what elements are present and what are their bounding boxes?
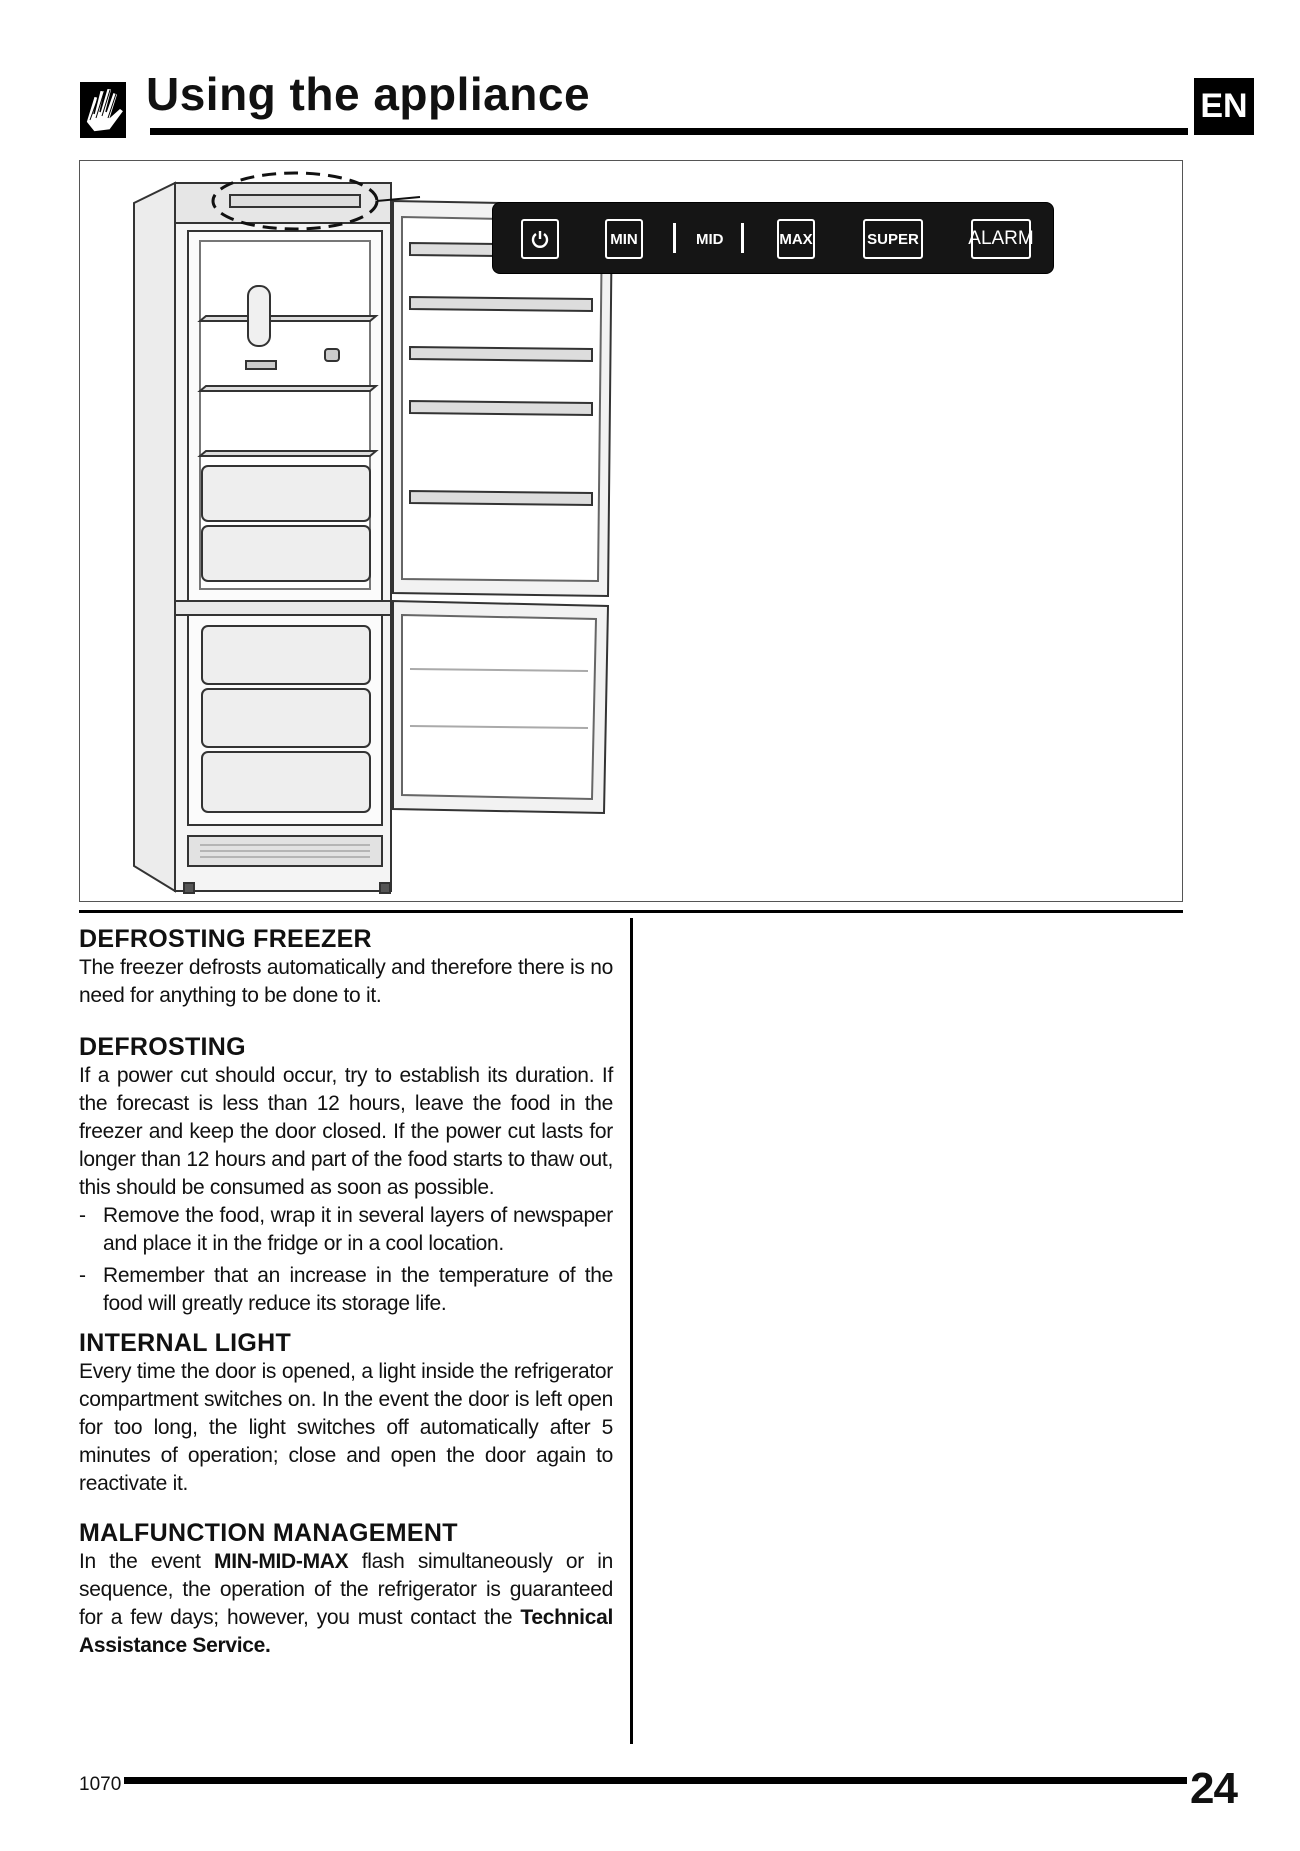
- bullet-marker: -: [79, 1204, 86, 1227]
- fridge-illustration-frame: [79, 160, 1183, 902]
- power-icon: [530, 229, 550, 249]
- body-malfunction-management: [79, 1548, 613, 1660]
- section-rule: [79, 910, 1183, 913]
- power-button[interactable]: [521, 219, 559, 259]
- bold-text: Technical Assistance Service.: [79, 1606, 613, 1657]
- text-column: [79, 924, 613, 1660]
- bullet-text: Remove the food, wrap it in several layers of newspaper and place it in the fridge or in a cool location.: [103, 1204, 613, 1255]
- page-number: 24: [1190, 1764, 1237, 1813]
- max-button[interactable]: MAX: [777, 219, 815, 259]
- footer-code: 1070: [79, 1774, 122, 1795]
- body-text: In the event: [79, 1550, 215, 1573]
- hand-icon: [80, 78, 148, 138]
- super-button[interactable]: SUPER: [863, 219, 923, 259]
- alarm-button[interactable]: ALARM: [971, 219, 1031, 259]
- heading-internal-light: INTERNAL LIGHT: [79, 1329, 292, 1357]
- min-button[interactable]: MIN: [605, 219, 643, 259]
- separator: [741, 223, 744, 253]
- page-title: Using the appliance: [146, 68, 591, 120]
- bullet-text: Remember that an increase in the temperature of the food will greatly reduce its storage life.: [103, 1264, 613, 1315]
- heading-defrosting: DEFROSTING: [79, 1033, 246, 1061]
- mid-button[interactable]: MID: [696, 230, 724, 248]
- control-panel-zoom: [493, 203, 1053, 273]
- bold-text: MIN-MID-MAX: [214, 1550, 349, 1573]
- body-internal-light: Every time the door is opened, a light inside the refrigerator compartment switches on. In the event the door is left open for too long, the light switches off automatically after 5 minutes of operation; close and open the door again to reactivate it.: [79, 1360, 613, 1495]
- body-text: flash simultaneously or in sequence, the operation of the refrigerator is guaranteed for a few days; however, you must contact the: [79, 1550, 614, 1629]
- list-item: [79, 1262, 613, 1318]
- column-divider: [630, 918, 633, 1744]
- bullet-marker: -: [79, 1264, 86, 1287]
- heading-malfunction-management: MALFUNCTION MANAGEMENT: [79, 1519, 458, 1547]
- body-defrosting: If a power cut should occur, try to establish its duration. If the forecast is less than 12 hours, leave the food in the freezer and keep the door closed. If the power cut lasts for longer than 12 hours and part of the food starts to thaw out, this should be consumed as soon as possible.: [79, 1064, 613, 1199]
- heading-defrosting-freezer: DEFROSTING FREEZER: [79, 925, 372, 953]
- list-item: [79, 1202, 613, 1258]
- footer-rule: [124, 1777, 1187, 1784]
- body-defrosting-freezer: The freezer defrosts automatically and therefore there is no need for anything to be done to it.: [79, 956, 613, 1007]
- title-rule: [150, 128, 1188, 135]
- separator: [673, 223, 676, 253]
- language-badge: EN: [1194, 78, 1254, 135]
